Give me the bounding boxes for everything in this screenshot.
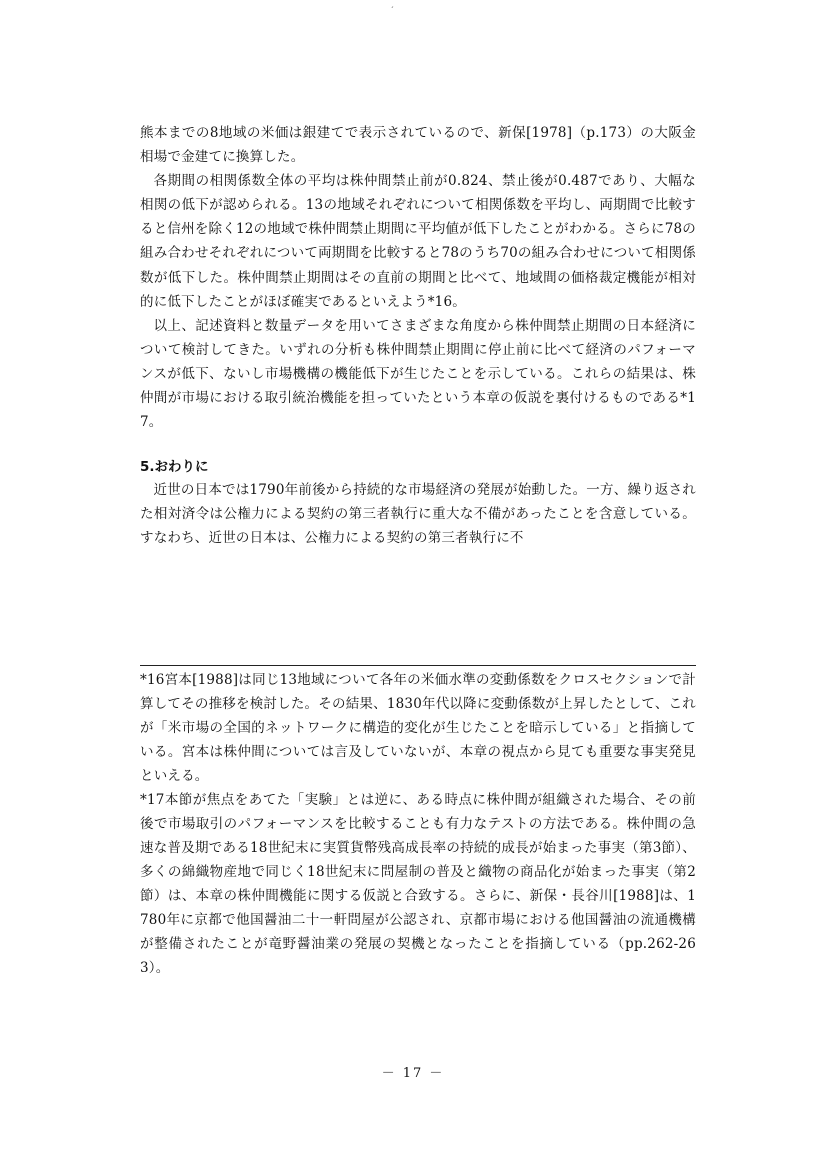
body-text	[140, 121, 696, 551]
footnote-17: *17本節が焦点をあてた「実験」とは逆に、ある時点に株仲間が組織された場合、その前後で市場取引のパフォーマンスを比較することも有力なテストの方法である。株仲間の急速な普及期である18世紀末に実質貨幣残高成長率の持続的成長が始まった事実（第3節）、多くの綿織物産地で同じく18世紀末に問屋制の普及と織物の商品化が始まった事実（第2節）は、本章の株仲間機能に関する仮説と合致する。さらに、新保・長谷川[1988]は、1780年に京都で他国醤油二十一軒問屋が公認され、京都市場における他国醤油の流通機構が整備されたことが竜野醤油業の発展の契機となったことを指摘している（pp.262-263）。	[140, 792, 696, 976]
section-heading: 5.おわりに	[140, 459, 209, 476]
paragraph-summary: 以上、記述資料と数量データを用いてさまざまな角度から株仲間禁止期間の日本経済について検討してきた。いずれの分析も株仲間禁止期間に停止前に比べて経済のパフォーマンスが低下、ないし市場機構の機能低下が生じたことを示している。これらの結果は、株仲間が市場における取引統治機能を担っていたという本章の仮説を裏付けるものである*17。	[140, 317, 696, 431]
footnote-16: *16宮本[1988]は同じ13地域について各年の米価水準の変動係数をクロスセクションで計算してその推移を検討した。その結果、1830年代以降に変動係数が上昇したとして、これが「米市場の全国的ネットワークに構造的変化が生じたことを暗示している」と指摘している。宮本は株仲間については言及していないが、本章の視点から見ても重要な事実発見といえる。	[140, 672, 696, 784]
page-number: － 17 －	[381, 1066, 445, 1081]
paragraph-continuation: 熊本までの8地域の米価は銀建てで表示されているので、新保[1978]（p.173）の大阪金相場で金建てに換算した。	[140, 125, 696, 166]
footnotes	[140, 668, 696, 980]
scan-artifact: ˊ	[390, 6, 394, 15]
paragraph-correlation-results: 各期間の相関係数全体の平均は株仲間禁止前が0.824、禁止後が0.487であり、大幅な相関の低下が認められる。13の地域それぞれについて相関係数を平均し、両期間で比較すると信州を除く12の地域で株仲間禁止期間に平均値が低下したことがわかる。さらに78の組み合わせそれぞれについて両期間を比較すると78のうち70の組み合わせについて相関係数が低下した。株仲間禁止期間はその直前の期間と比べて、地域間の価格裁定機能が相対的に低下したことがほぼ確実であるといえよう*16。	[140, 173, 696, 310]
footnote-divider	[140, 665, 696, 666]
paragraph-conclusion: 近世の日本では1790年前後から持続的な市場経済の発展が始動した。一方、繰り返された相対済令は公権力による契約の第三者執行に重大な不備があったことを含意している。すなわち、近世の日本は、公権力による契約の第三者執行に不	[140, 482, 696, 547]
